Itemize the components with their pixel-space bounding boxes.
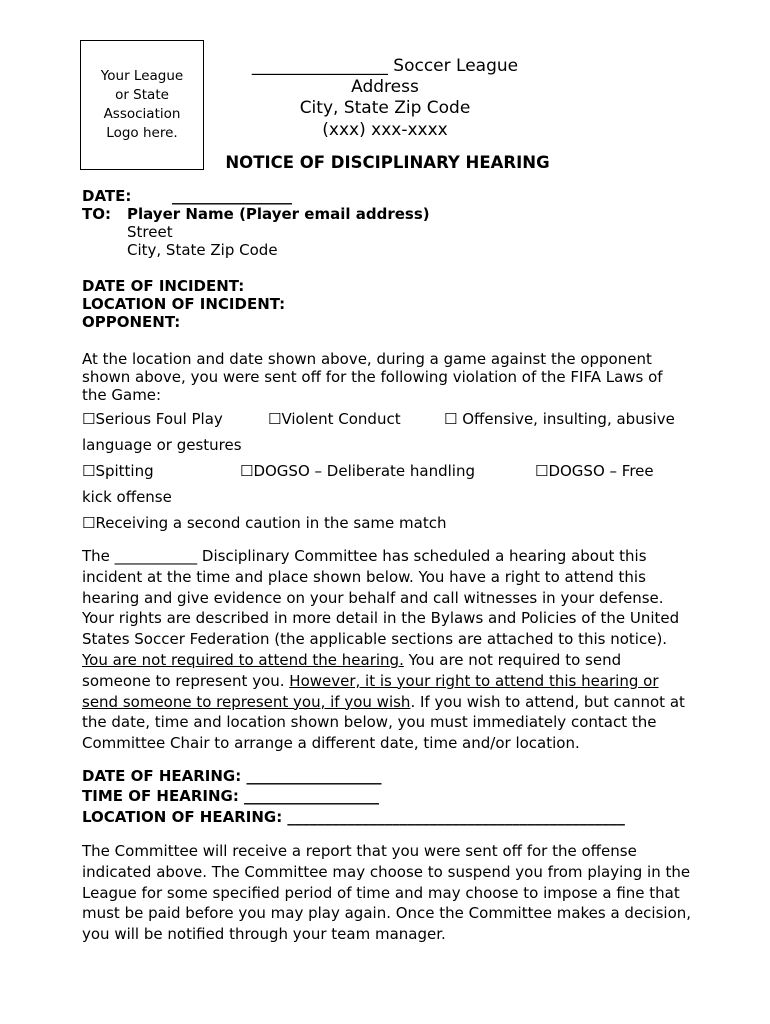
checkbox-spitting[interactable]: ☐Spitting [82,462,154,480]
rights-text-2: You are not required to send someone to represent you. [82,650,622,690]
checkbox-offensive[interactable]: ☐ Offensive, insulting, abusive [444,410,675,428]
league-address: Address [351,77,419,97]
player-street: Street [127,223,173,241]
date-label: DATE: [82,187,132,205]
rights-underline-2: However, it is your right to attend this hearing or send someone to represent you, if you wish [82,671,659,711]
dogso-free-continued: kick offense [82,488,172,506]
incident-date-label: DATE OF INCIDENT: [82,277,245,295]
intro-paragraph: At the location and date shown above, during a game against the opponent shown above, you were sent off for the following violation of the FIFA Laws of the Game: [82,350,663,404]
player-city: City, State Zip Code [127,241,278,259]
player-name: Player Name (Player email address) [127,205,430,223]
rights-text-1: The ___________ Disciplinary Committee has scheduled a hearing about this incident at the time and place shown below. You have a right to attend this hearing and give evidence on your behalf and call witnesses in your defense. Your rights are described in more detail in the Bylaws and Policies of the United States Soccer Federation (the applicable sections are attached to this notice). [82,547,680,649]
to-label: TO: [82,205,111,223]
document-title: NOTICE OF DISCIPLINARY HEARING [225,153,550,172]
logo-placeholder-box [80,40,204,170]
rights-text-3: . If you wish to attend, but cannot at the date, time and location shown below, you must immediately contact the Committee Chair to arrange a different date, time and/or location. [82,692,685,753]
checkbox-dogso-free-kick[interactable]: ☐DOGSO – Free [535,462,654,480]
logo-placeholder-text: Your League or State Association Logo here. [100,68,184,141]
hearing-date: DATE OF HEARING: __________________ [82,767,382,785]
hearing-location: LOCATION OF HEARING: _____________________________________________ [82,808,625,826]
checkbox-second-caution[interactable]: ☐Receiving a second caution in the same match [82,514,447,532]
league-name: ________________ Soccer League [251,56,519,76]
league-city: City, State Zip Code [299,98,471,118]
opponent-label: OPPONENT: [82,313,181,331]
rights-paragraph [82,546,692,754]
checkbox-violent-conduct[interactable]: ☐Violent Conduct [268,410,401,428]
league-phone: (xxx) xxx-xxxx [322,120,448,140]
conclusion-paragraph: The Committee will receive a report that you were sent off for the offense indicated above. The Committee may choose to suspend you from playing in the League for some specified period of time and may choose to impose a fine that must be paid before you may play again. Once the Committee makes a decision, you will be notified through your team manager. [82,842,692,944]
hearing-time: TIME OF HEARING: __________________ [82,787,380,805]
date-blank: ________________ [172,187,292,205]
rights-underline-1: You are not required to attend the hearing. [82,650,404,669]
offensive-continued: language or gestures [82,436,242,454]
checkbox-serious-foul[interactable]: ☐Serious Foul Play [82,410,223,428]
incident-location-label: LOCATION OF INCIDENT: [82,295,286,313]
checkbox-dogso-handling[interactable]: ☐DOGSO – Deliberate handling [240,462,475,480]
